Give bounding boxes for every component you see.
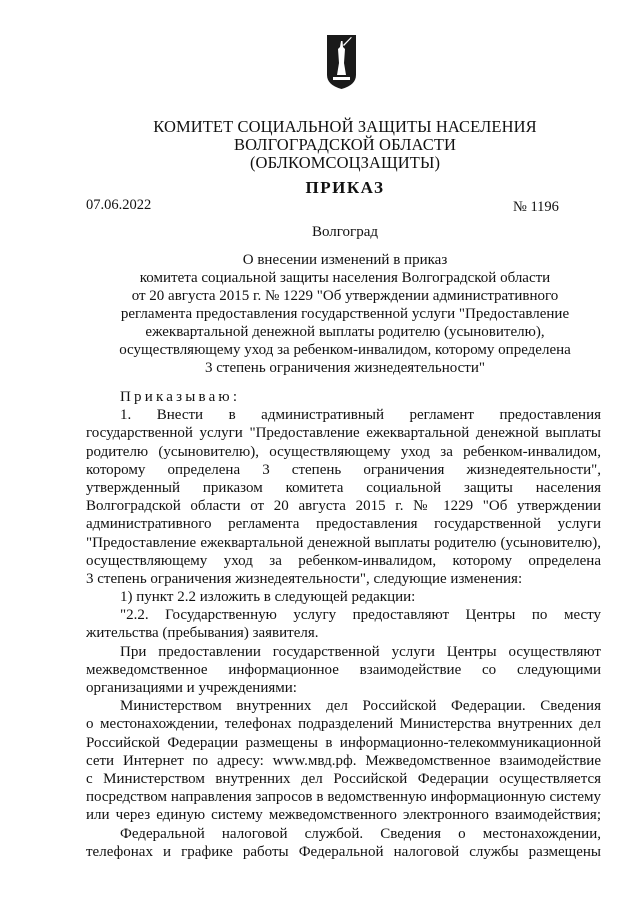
body-line: телефонах и графике работы Федеральной налоговой службы размещены <box>86 843 601 860</box>
body-line: Волгоградской области от 20 августа 2015 г. № 1229 "Об утверждении <box>86 498 601 515</box>
body-line: которому определена 3 степень ограничения жизнедеятельности", <box>86 461 601 478</box>
order-date: 07.06.2022 <box>86 197 152 213</box>
org-name-line: ВОЛГОГРАДСКОЙ ОБЛАСТИ <box>233 135 457 154</box>
body-line: осуществляющему уход за ребенком-инвалидом, которому определена <box>86 552 601 569</box>
subject-line: ежеквартальной денежной выплаты родителю (усыновителю), <box>145 324 545 340</box>
order-city: Волгоград <box>311 224 378 240</box>
body-line: о местонахождении, телефонах подразделений Министерства внутренних дел <box>86 716 601 733</box>
body-line: 3 степень ограничения жизнедеятельности", следующие изменения: <box>86 570 523 587</box>
subject-line: осуществляющему уход за ребенком-инвалидом, которому определена <box>119 342 571 358</box>
org-name-line: (ОБЛКОМСОЦЗАЩИТЫ) <box>249 153 441 172</box>
body-line: сети Интернет по адресу: www.мвд.рф. Межведомственное взаимодействие <box>86 752 601 769</box>
subject-line: регламента предоставления государственной услуги "Предоставление <box>120 306 570 322</box>
subject-line: комитета социальной защиты населения Волгоградской области <box>139 270 551 286</box>
order-subject <box>100 251 590 377</box>
body-line: 1. Внести в административный регламент предоставления <box>120 407 601 424</box>
body-line: посредством направления запросов в ведомственную информационную систему <box>86 789 601 806</box>
org-name-line: КОМИТЕТ СОЦИАЛЬНОЙ ЗАЩИТЫ НАСЕЛЕНИЯ <box>153 117 537 136</box>
body-line: "2.2. Государственную услугу предоставляют Центры по месту <box>120 607 601 624</box>
subject-line: О внесении изменений в приказ <box>242 252 448 268</box>
order-body <box>86 388 601 861</box>
coat-of-arms-icon <box>327 35 356 89</box>
body-line: или через единую систему межведомственного электронного взаимодействия; <box>86 807 601 824</box>
body-line: межведомственное информационное взаимодействие со следующими <box>86 661 601 678</box>
body-line: государственной услуги "Предоставление ежеквартальной денежной выплаты <box>86 425 601 442</box>
body-line: Министерством внутренних дел Российской Федерации. Сведения <box>120 698 601 715</box>
subject-line: 3 степень ограничения жизнедеятельности" <box>205 360 485 376</box>
order-title: ПРИКАЗ <box>305 178 385 197</box>
order-number: № 1196 <box>513 199 559 215</box>
body-line: с Министерством внутренних дел Российской Федерации осуществляется <box>86 770 601 787</box>
body-line: административного регламента предоставления государственной услуги <box>86 516 601 533</box>
body-line: Российской Федерации размещены в информационно-телекоммуникационной <box>86 734 601 751</box>
body-line: организациями и учреждениями: <box>86 680 297 696</box>
subject-line: от 20 августа 2015 г. № 1229 "Об утверждении административного <box>131 288 559 304</box>
body-line: "Предоставление ежеквартальной денежной выплаты родителю (усыновителю), <box>86 534 601 551</box>
body-line: 1) пункт 2.2 изложить в следующей редакции: <box>120 589 416 606</box>
body-line: жительства (пребывания) заявителя. <box>86 625 319 642</box>
body-line: При предоставлении государственной услуги Центры осуществляют <box>120 643 601 660</box>
body-line: Федеральной налоговой службой. Сведения о местонахождении, <box>120 825 601 842</box>
body-line: утвержденный приказом комитета социальной защиты населения <box>86 479 601 496</box>
body-line: родителю (усыновителю), осуществляющему уход за ребенком-инвалидом, <box>86 443 601 460</box>
body-line: Приказываю: <box>120 389 241 405</box>
